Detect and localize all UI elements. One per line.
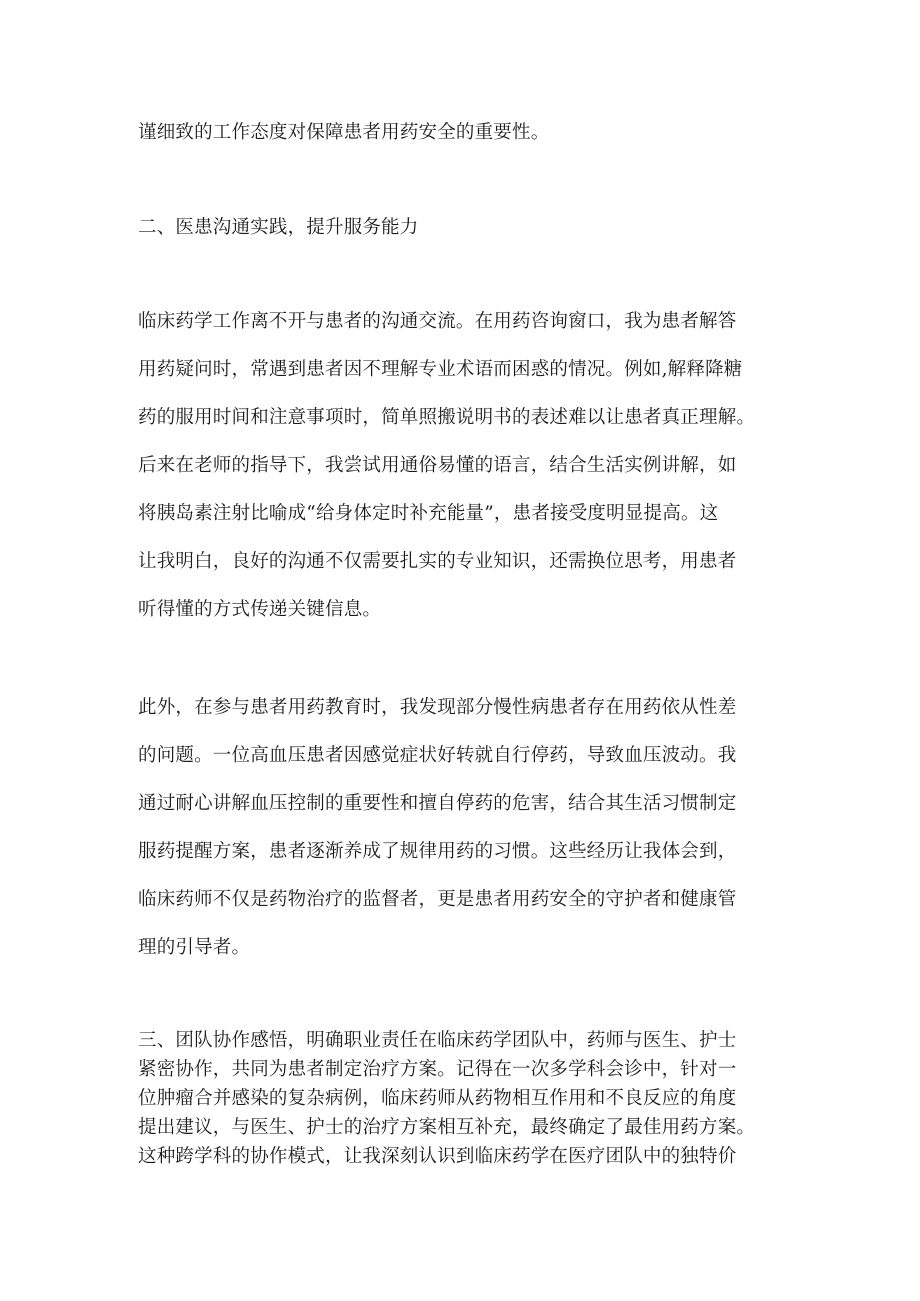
text-line: 将胰岛素注射比喻成“给身体定时补充能量”，患者接受度明显提高。这 — [138, 503, 719, 524]
text-line: 药的服用时间和注意事项时，简单照搬说明书的表述难以让患者真正理解。 — [138, 407, 756, 428]
text-line: 通过耐心讲解血压控制的重要性和擅自停药的危害，结合其生活习惯制定 — [138, 793, 737, 814]
paragraph-team-collaboration — [138, 1026, 798, 1171]
text-line: 位肿瘤合并感染的复杂病例，临床药师从药物相互作用和不良反应的角度 — [138, 1088, 737, 1109]
text-line: 三、团队协作感悟，明确职业责任在临床药学团队中，药师与医生、护士 — [138, 1030, 737, 1051]
text-line: 的问题。一位高血压患者因感觉症状好转就自行停药，导致血压波动。我 — [138, 745, 737, 766]
text-line: 后来在老师的指导下，我尝试用通俗易懂的语言，结合生活实例讲解，如 — [138, 455, 737, 476]
top-fragment-paragraph — [138, 109, 798, 157]
text-line: 提出建议，与医生、护士的治疗方案相互补充，最终确定了最佳用药方案。 — [138, 1117, 756, 1138]
text-line: 让我明白，良好的沟通不仅需要扎实的专业知识，还需换位思考，用患者 — [138, 551, 737, 572]
text-line: 这种跨学科的协作模式，让我深刻认识到临床药学在医疗团队中的独特价 — [138, 1146, 737, 1167]
text-line: 服药提醒方案，患者逐渐养成了规律用药的习惯。这些经历让我体会到， — [138, 841, 737, 862]
paragraph-medication-education — [138, 684, 798, 972]
text-line: 临床药学工作离不开与患者的沟通交流。在用药咨询窗口，我为患者解答 — [138, 311, 737, 332]
text-line: 用药疑问时，常遇到患者因不理解专业术语而困惑的情况。例如,解释降糖 — [138, 359, 743, 380]
text-line: 听得懂的方式传递关键信息。 — [138, 599, 382, 620]
text-line: 谨细致的工作态度对保障患者用药安全的重要性。 — [138, 122, 550, 143]
section-heading — [138, 204, 798, 252]
text-line: 理的引导者。 — [138, 937, 251, 958]
text-line: 此外，在参与患者用药教育时，我发现部分慢性病患者存在用药依从性差 — [138, 697, 737, 718]
section-2-heading: 二、医患沟通实践，提升服务能力 — [138, 217, 419, 238]
paragraph-communication — [138, 298, 798, 634]
text-line: 临床药师不仅是药物治疗的监督者，更是患者用药安全的守护者和健康管 — [138, 889, 737, 910]
text-line: 紧密协作，共同为患者制定治疗方案。记得在一次多学科会诊中，针对一 — [138, 1059, 737, 1080]
